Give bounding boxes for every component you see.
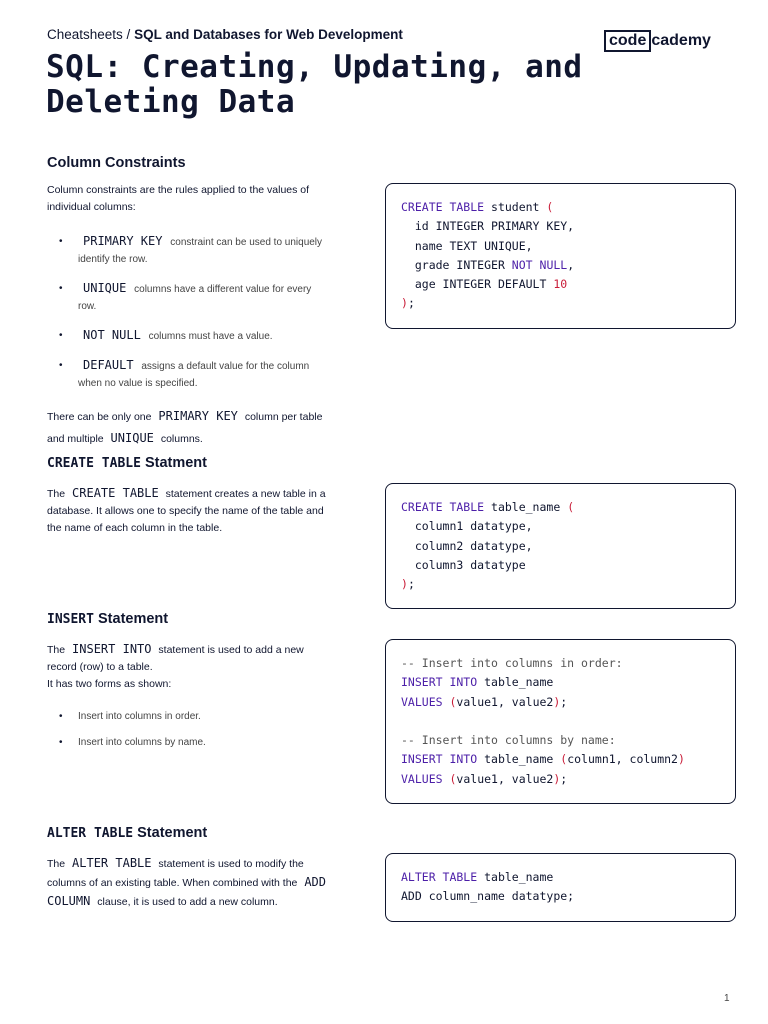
logo-box-text: code (604, 30, 651, 52)
inline-code: PRIMARY KEY (158, 409, 238, 423)
list-item-text: columns must have a value. (148, 331, 273, 342)
list-item: • Insert into columns in order. (47, 708, 332, 725)
column-constraints-outro (47, 406, 332, 450)
outro-text: columns. (160, 433, 203, 445)
insert-description (47, 641, 332, 693)
code-block-insert (385, 639, 736, 804)
create-table-description (47, 485, 332, 537)
insert-forms-list (47, 708, 332, 760)
list-item (47, 357, 332, 392)
inline-code: DEFAULT (83, 358, 134, 372)
para-text: statement creates a new table in a database. It allows one to specify the name of the table and the name of each column in the table. (47, 488, 326, 534)
inline-code: UNIQUE (83, 281, 127, 295)
alter-table-heading (47, 825, 207, 841)
breadcrumb (47, 27, 403, 42)
codecademy-logo[interactable] (604, 30, 711, 52)
list-item (47, 327, 332, 345)
constraints-list (47, 233, 332, 404)
list-item-text: constraint can be used to uniquely identify the row. (78, 237, 323, 265)
outro-text: There can be only one (47, 411, 152, 423)
code-block-alter-table (385, 853, 736, 922)
para-text: It has two forms as shown: (47, 678, 172, 690)
list-item (47, 233, 332, 268)
inline-code: ALTER TABLE (72, 856, 152, 870)
column-constraints-heading: Column Constraints (47, 155, 186, 171)
code-block-column-constraints (385, 183, 736, 329)
outro-text: column per table and multiple (47, 411, 323, 445)
para-text: The (47, 488, 66, 500)
heading-text: Statment (144, 455, 207, 471)
para-text: statement is used to add a new record (row) to a table. (47, 644, 304, 673)
insert-heading (47, 611, 168, 627)
para-text: clause, it is used to add a new column. (97, 896, 278, 908)
logo-rest-text: cademy (651, 32, 711, 49)
heading-code: ALTER TABLE (47, 826, 134, 841)
inline-code: CREATE TABLE (72, 486, 159, 500)
inline-code: INSERT INTO (72, 642, 152, 656)
heading-code: INSERT (47, 612, 94, 627)
create-table-heading (47, 455, 207, 471)
breadcrumb-current[interactable]: SQL and Databases for Web Development (134, 27, 403, 42)
para-text: statement is used to modify the columns of an existing table. When combined with the (47, 858, 304, 889)
page-title: SQL: Creating, Updating, and Deleting Data (46, 49, 583, 120)
heading-text: Statement (98, 611, 169, 627)
page-number: 1 (724, 993, 730, 1004)
code-text: -- Insert into columns in order: INSERT INTO table_name VALUES (value1, value2); -- Insert into columns by name: INSERT INTO table_name (column1, column2) VALUES (value1, value2); (401, 656, 685, 786)
code-text: ALTER TABLE table_name ADD column_name datatype; (401, 870, 575, 904)
inline-code: NOT NULL (83, 328, 141, 342)
inline-code: PRIMARY KEY (83, 234, 163, 248)
para-text: The (47, 858, 66, 870)
code-text: CREATE TABLE table_name ( column1 datatype, column2 datatype, column3 datatype ); (401, 500, 575, 592)
alter-table-description (47, 854, 332, 911)
list-item: • Insert into columns by name. (47, 734, 332, 751)
code-text: CREATE TABLE student ( id INTEGER PRIMARY KEY, name TEXT UNIQUE, grade INTEGER NOT NULL, age INTEGER DEFAULT 10 ); (401, 200, 575, 311)
list-item (47, 280, 332, 315)
code-block-create-table (385, 483, 736, 609)
breadcrumb-prefix[interactable]: Cheatsheets / (47, 27, 131, 42)
heading-text: Statement (137, 825, 208, 841)
list-item-text: assigns a default value for the column when no value is specified. (78, 361, 310, 389)
inline-code: UNIQUE (110, 431, 154, 445)
para-text: The (47, 644, 66, 656)
inline-code: ADD COLUMN (47, 875, 326, 908)
list-item-text: columns have a different value for every row. (78, 284, 312, 312)
heading-code: CREATE TABLE (47, 456, 141, 471)
column-constraints-intro: Column constraints are the rules applied to the values of individual columns: (47, 184, 310, 213)
